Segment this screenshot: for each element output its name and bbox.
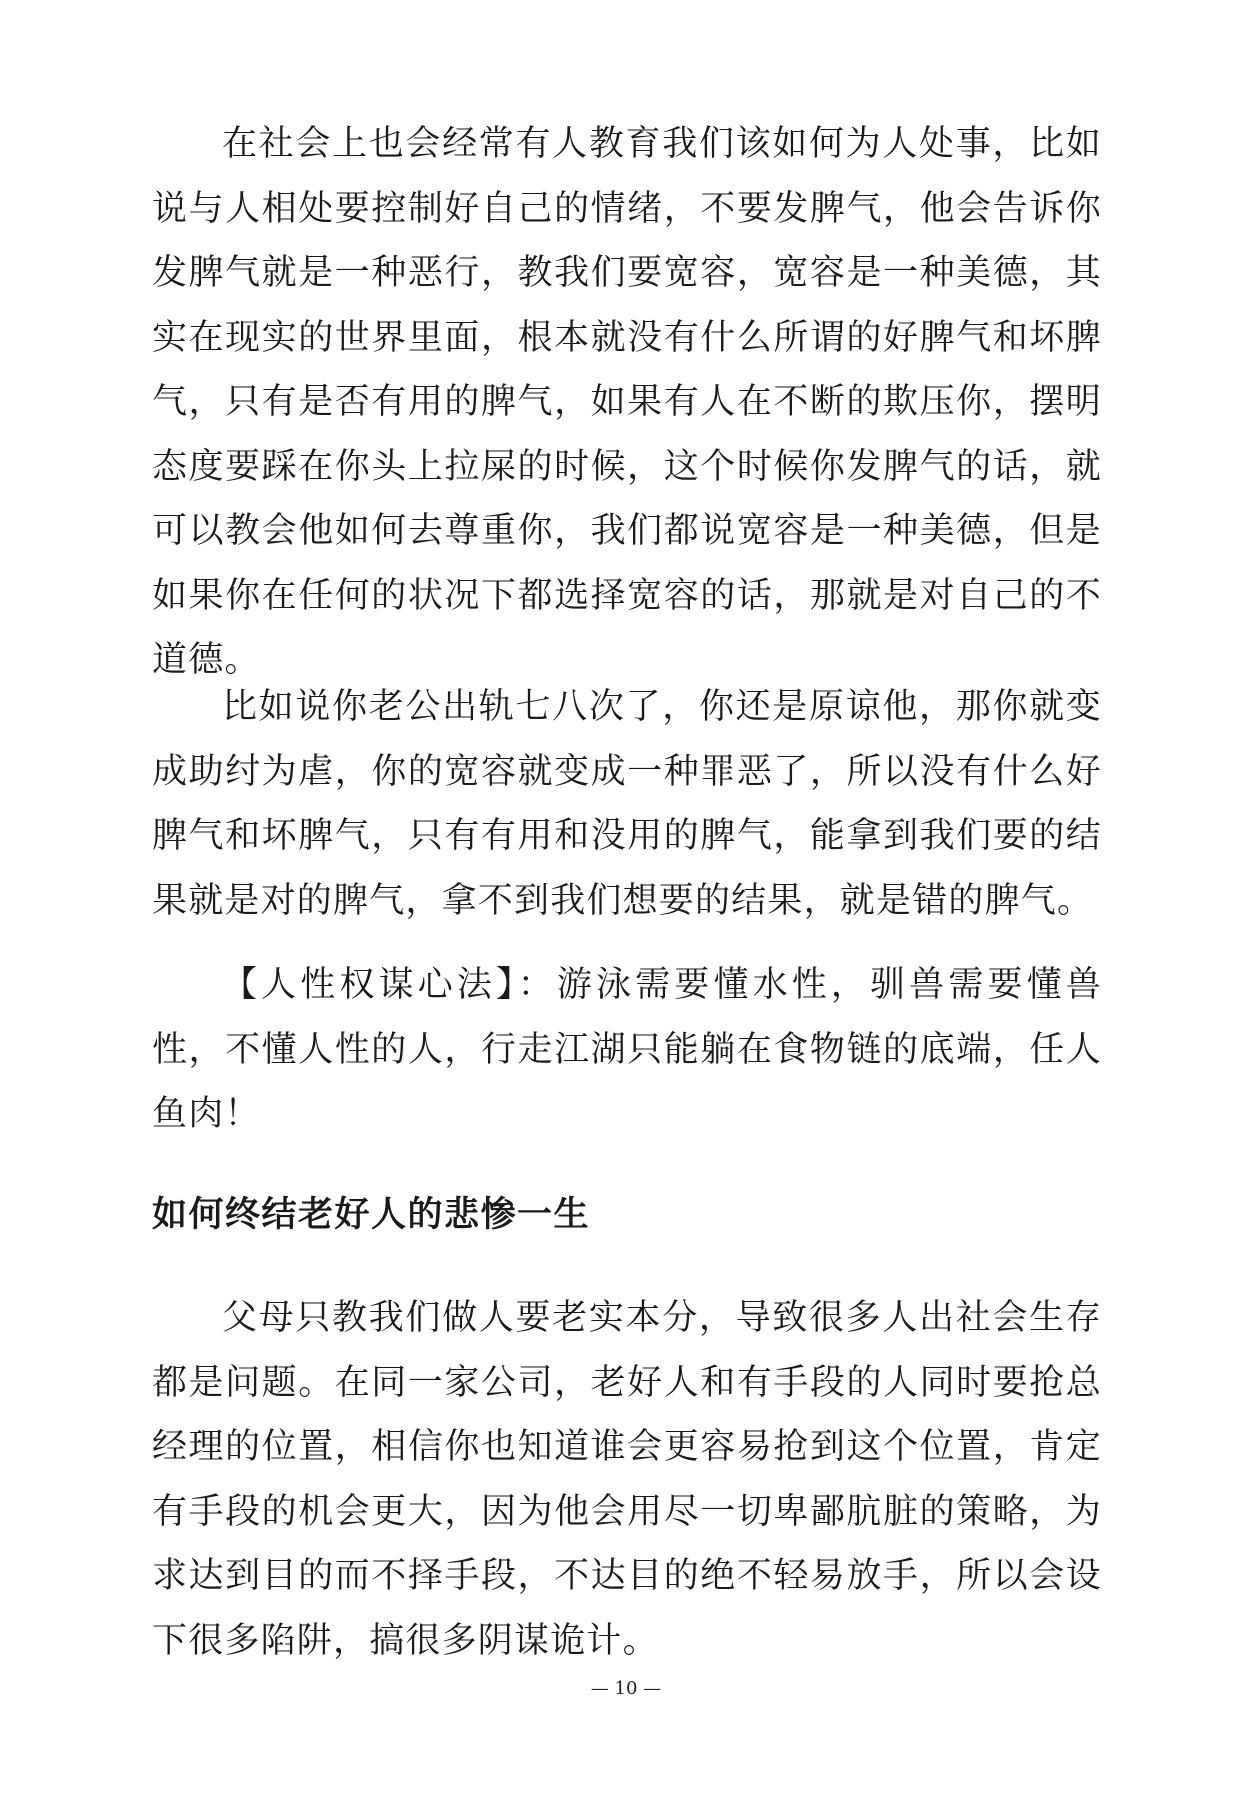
section-heading: 如何终结老好人的悲惨一生 (152, 1195, 591, 1235)
paragraph-3: 【人性权谋心法】：游泳需要懂水性，驯兽需要懂兽性，不懂人性的人，行走江湖只能躺在食物链的底端，任人鱼肉！ (152, 965, 1102, 1134)
paragraph-1: 在社会上也会经常有人教育我们该如何为人处事，比如说与人相处要控制好自己的情绪，不要发脾气，他会告诉你发脾气就是一种恶行，教我们要宽容，宽容是一种美德，其实在现实的世界里面，根本就没有什么所谓的好脾气和坏脾气，只有是否有用的脾气，如果有人在不断的欺压你，摆明态度要踩在你头上拉屎的时候，这个时候你发脾气的话，就可以教会他如何去尊重你，我们都说宽容是一种美德，但是如果你在任何的状况下都选择宽容的话，那就是对自己的不道德。 (152, 124, 1102, 680)
paragraph-2: 比如说你老公出轨七八次了，你还是原谅他，那你就变成助纣为虐，你的宽容就变成一种罪恶了，所以没有什么好脾气和坏脾气，只有有用和没用的脾气，能拿到我们要的结果就是对的脾气，拿不到我们想要的结果，就是错的脾气。 (152, 687, 1102, 921)
text-column (152, 0, 1102, 1800)
page-number: — 10 — (590, 1678, 662, 1699)
section-paragraph-1: 父母只教我们做人要老实本分，导致很多人出社会生存都是问题。在同一家公司，老好人和有手段的人同时要抢总经理的位置，相信你也知道谁会更容易抢到这个位置，肯定有手段的机会更大，因为他会用尽一切卑鄙肮脏的策略，为求达到目的而不择手段，不达目的绝不轻易放手，所以会设下很多陷阱，搞很多阴谋诡计。 (152, 1298, 1102, 1661)
